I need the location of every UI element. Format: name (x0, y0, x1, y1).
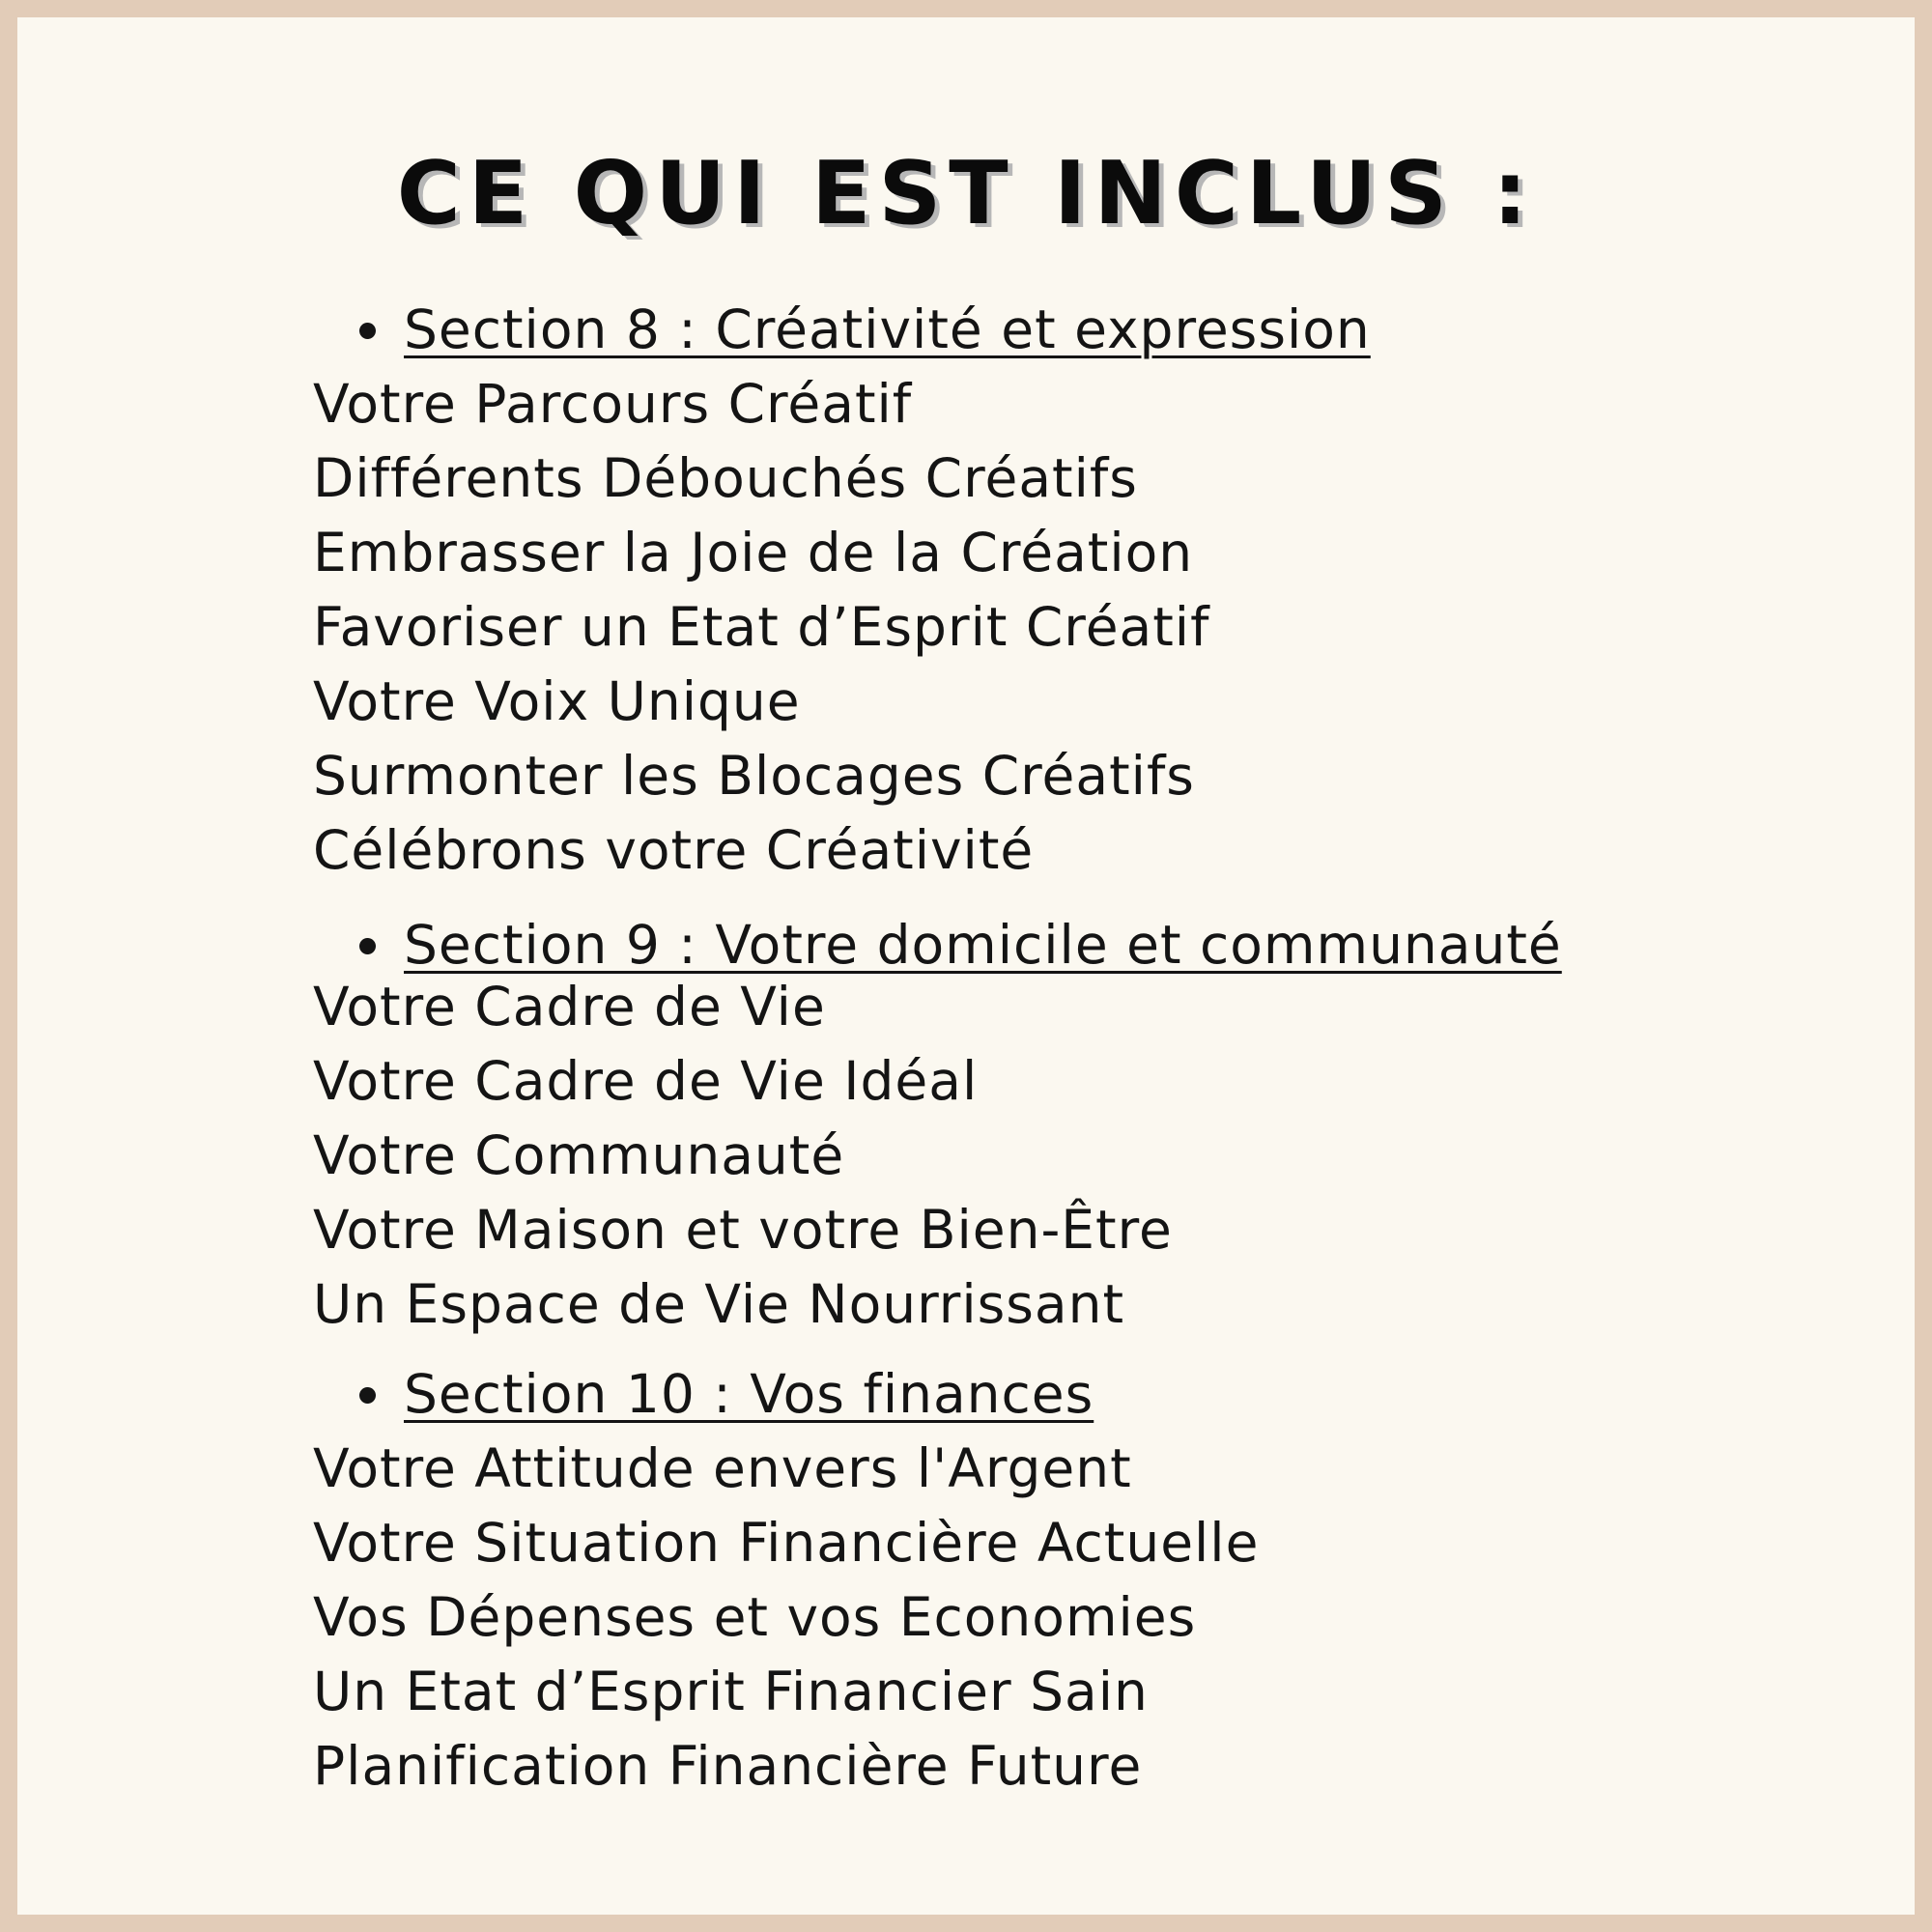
list-item: Votre Situation Financière Actuelle (313, 1512, 1260, 1574)
list-item: Embrasser la Joie de la Création (313, 522, 1194, 583)
section-heading-text: Section 8 : Créativité et expression (404, 298, 1371, 360)
list-item: Votre Voix Unique (313, 670, 801, 732)
section-9 (313, 908, 1859, 1342)
section-item-list (313, 367, 1859, 888)
section-heading (313, 1357, 1859, 1432)
section-heading (313, 293, 1859, 367)
list-item: Votre Parcours Créatif (313, 373, 913, 435)
list-item: Votre Cadre de Vie Idéal (313, 1050, 979, 1112)
list-item: Un Etat d’Esprit Financier Sain (313, 1661, 1149, 1722)
section-item-list (313, 970, 1859, 1342)
section-heading (313, 908, 1859, 976)
list-item: Votre Communauté (313, 1124, 845, 1186)
section-10 (313, 1357, 1859, 1804)
list-item: Votre Maison et votre Bien-Être (313, 1199, 1173, 1261)
section-heading-text: Section 10 : Vos finances (404, 1363, 1094, 1425)
list-item: Différents Débouchés Créatifs (313, 447, 1138, 509)
list-item: Surmonter les Blocages Créatifs (313, 745, 1195, 807)
section-item-list (313, 1432, 1859, 1804)
list-item: Planification Financière Future (313, 1735, 1143, 1797)
page-title: CE QUI EST INCLUS : (396, 143, 1536, 244)
bullet-icon (359, 1387, 376, 1404)
section-8 (313, 293, 1859, 888)
list-item: Votre Cadre de Vie (313, 976, 826, 1037)
bullet-icon (359, 938, 376, 954)
list-item: Vos Dépenses et vos Economies (313, 1586, 1197, 1648)
section-heading-text: Section 9 : Votre domicile et communauté (404, 914, 1562, 976)
list-item: Favoriser un Etat d’Esprit Créatif (313, 596, 1210, 658)
bullet-icon (359, 323, 376, 339)
list-item: Un Espace de Vie Nourrissant (313, 1273, 1125, 1335)
list-item: Célébrons votre Créativité (313, 819, 1035, 881)
list-item: Votre Attitude envers l'Argent (313, 1437, 1132, 1499)
